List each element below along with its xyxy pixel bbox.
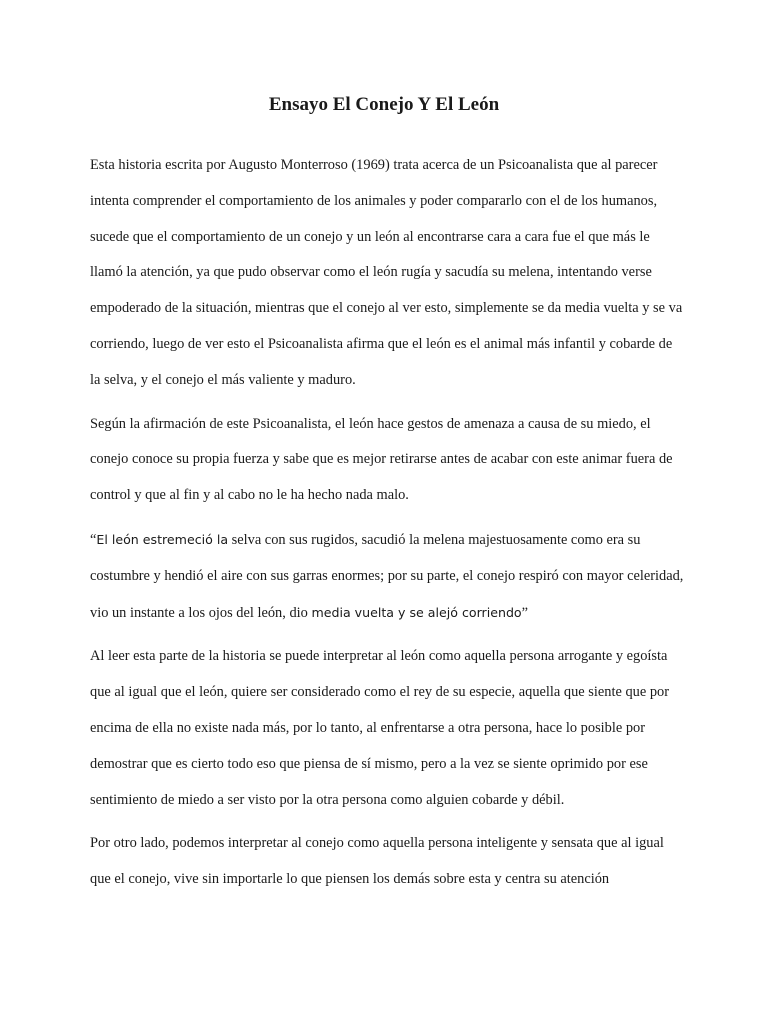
paragraph-affirmation: Según la afirmación de este Psicoanalista, el león hace gestos de amenaza a causa de su miedo, el conejo conoce su propia fuerza y sabe que es mejor retirarse antes de acabar con este animar fuera de control y que al fin y al cabo no le ha hecho nada malo. (90, 415, 673, 504)
paragraph-intro: Esta historia escrita por Augusto Monterroso (1969) trata acerca de un Psicoanalista que al parecer intenta comprender el comportamiento de los animales y poder compararlo con el de los humanos, sucede que el comportamiento de un conejo y un león al encontrarse cara a cara fue el que más le llamó la atención, ya que pudo observar como el león rugía y sacudía su melena, intentando verse empoderado de la situación, mientras que el conejo al ver esto, simplemente se da media vuelta y se va corriendo, luego de ver esto el Psicoanalista afirma que el león es el animal más infantil y cobarde de la selva, y el conejo el más valiente y maduro. (90, 157, 683, 388)
quote-part-3: media vuelta y se alejó corriendo (311, 604, 522, 620)
quote-open-mark: “ (90, 531, 97, 548)
paragraph-rabbit-interpretation: Por otro lado, podemos interpretar al conejo como aquella persona inteligente y sensata que al igual que el conejo, vive sin importarle lo que piensen los demás sobre esta y centra su atención (90, 835, 664, 888)
paragraph-lion-interpretation: Al leer esta parte de la historia se puede interpretar al león como aquella persona arrogante y egoísta que al igual que el león, quiere ser considerado como el rey de su especie, aquella que siente que por encima de ella no existe nada más, por lo tanto, al enfrentarse a otra persona, hace lo posible por demostrar que es cierto todo eso que piensa de sí mismo, pero a la vez se siente oprimido por ese sentimiento de miedo a ser visto por la otra persona como alguien cobarde y débil. (90, 648, 669, 808)
quote-part-1: El león estremeció la (96, 531, 229, 547)
document-title: Ensayo El Conejo Y El León (268, 94, 500, 115)
quote-paragraph (90, 522, 684, 631)
quote-close-mark: ” (521, 604, 529, 621)
quote-part-2: selva con sus rugidos, sacudió la melena majestuosamente como era su costumbre y hendió el aire con sus garras enormes; por su parte, el conejo respiró con mayor celeridad, vio un instante a los ojos del león, dio (90, 531, 684, 621)
document-body (90, 148, 684, 898)
